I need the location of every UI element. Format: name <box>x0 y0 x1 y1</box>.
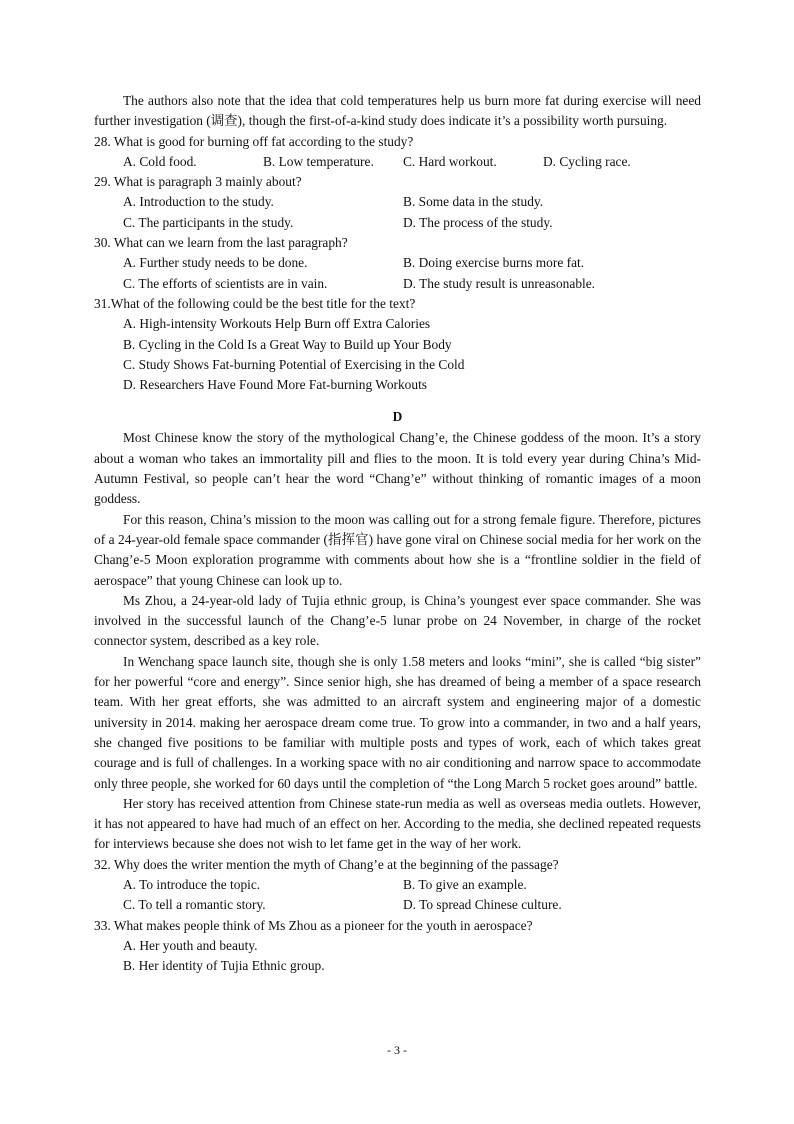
page-number: - 3 - <box>387 1043 407 1057</box>
question-31-stem: 31.What of the following could be the best title for the text? <box>94 295 416 311</box>
passage-paragraph: Her story has received attention from Chinese state-run media as well as overseas media outlets. However, it has not appeared to have had much of an effect on her. According to the media, she declined repeated requests for interviews because she does not wish to let fame get in the way of her work. <box>94 795 701 852</box>
option: A. Introduction to the study. <box>123 194 274 210</box>
option: D. The process of the study. <box>403 214 553 230</box>
question-32-options-row2 <box>94 895 701 915</box>
question-30-stem: 30. What can we learn from the last paragraph? <box>94 235 348 251</box>
option: C. Hard workout. <box>403 153 497 169</box>
passage-paragraph: For this reason, China’s mission to the moon was calling out for a strong female figure. Therefore, pictures of a 24-year-old female space commander (指挥官) have gone viral on Chinese social media for her work on the Chang’e-5 Moon exploration programme with comments about how she is a “frontline soldier in the field of aerospace” that young Chinese can look up to. <box>94 511 701 588</box>
option: D. Cycling race. <box>543 153 631 169</box>
question-32-stem: 32. Why does the writer mention the myth of Chang’e at the beginning of the passage? <box>94 856 559 872</box>
question-28-options <box>94 152 701 172</box>
section-heading: D <box>392 409 403 425</box>
question-29-options-row1 <box>94 192 701 212</box>
option: B. Cycling in the Cold Is a Great Way to Build up Your Body <box>123 336 452 352</box>
passage-paragraph: Most Chinese know the story of the mythological Chang’e, the Chinese goddess of the moon. It’s a story about a woman who takes an immortality pill and flies to the moon. It is told every year during China’s Mid-Autumn Festival, so people can’t hear the word “Chang’e” without thinking of romantic images of a moon goddess. <box>94 430 701 507</box>
question-30-options-row1 <box>94 253 701 273</box>
option: B. Some data in the study. <box>403 194 544 210</box>
option: B. Low temperature. <box>263 153 374 169</box>
passage-paragraph: Ms Zhou, a 24-year-old lady of Tujia ethnic group, is China’s youngest ever space commander. She was involved in the successful launch of the Chang’e-5 lunar probe on 24 November, in charge of the rocket connector system, described as a key role. <box>94 592 701 649</box>
option: D. To spread Chinese culture. <box>403 897 562 913</box>
option: A. Her youth and beauty. <box>123 937 258 953</box>
option: B. Her identity of Tujia Ethnic group. <box>123 958 325 974</box>
option: A. High-intensity Workouts Help Burn off Extra Calories <box>123 316 431 332</box>
option: C. To tell a romantic story. <box>123 897 266 913</box>
option: A. Cold food. <box>123 153 197 169</box>
option: D. The study result is unreasonable. <box>403 275 596 291</box>
option: C. Study Shows Fat-burning Potential of Exercising in the Cold <box>123 356 465 372</box>
option: B. To give an example. <box>403 876 527 892</box>
question-29-options-row2 <box>94 213 701 233</box>
exam-page <box>94 91 701 976</box>
option: A. Further study needs to be done. <box>123 255 308 271</box>
option: D. Researchers Have Found More Fat-burning Workouts <box>123 377 427 393</box>
question-30-options-row2 <box>94 274 701 294</box>
option: B. Doing exercise burns more fat. <box>403 255 585 271</box>
option: A. To introduce the topic. <box>123 876 261 892</box>
question-33-stem: 33. What makes people think of Ms Zhou as a pioneer for the youth in aerospace? <box>94 917 533 933</box>
option: C. The efforts of scientists are in vain. <box>123 275 328 291</box>
question-28-stem: 28. What is good for burning off fat according to the study? <box>94 133 414 149</box>
question-29-stem: 29. What is paragraph 3 mainly about? <box>94 174 302 190</box>
intro-paragraph: The authors also note that the idea that cold temperatures help us burn more fat during exercise will need further investigation (调查), though the first-of-a-kind study does indicate it’s a possibility worth pursuing. <box>94 93 701 129</box>
passage-paragraph: In Wenchang space launch site, though she is only 1.58 meters and looks “mini”, she is called “big sister” for her powerful “core and energy”. Since senior high, she has dreamed of being a member of a space research team. With her great efforts, she was admitted to an aircraft system and engineering major of a domestic university in 2014. making her aerospace dream come true. To grow into a commander, in two and a half years, she changed five positions to be familiar with multiple posts and types of work, each of which takes great courage and is full of challenges. In a working space with no air conditioning and narrow space to accommodate only three people, she worked for 60 days until the completion of “the Long March 5 rocket goes around” battle. <box>94 653 701 791</box>
option: C. The participants in the study. <box>123 214 294 230</box>
question-32-options-row1 <box>94 875 701 895</box>
